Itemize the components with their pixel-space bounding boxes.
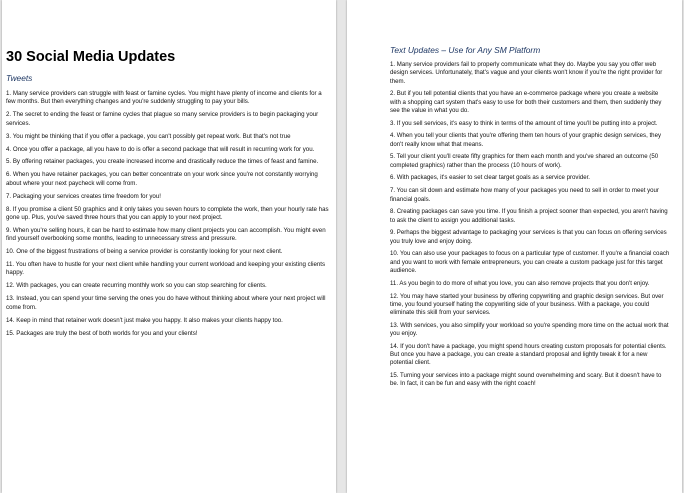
list-item: 13. With services, you also simplify your workload so you're spending more time on the actual work that you enjoy. — [390, 321, 669, 338]
list-item: 10. You can also use your packages to focus on a particular type of customer. If you're a financial coach and you want to work with female entrepreneurs, you can create a custom package just for this target audience. — [390, 250, 670, 274]
list-item: 9. Perhaps the biggest advantage to packaging your services is that you can focus on offering services you truly love and enjoy doing. — [390, 229, 667, 245]
list-item: 15. Packages are truly the best of both worlds for you and your clients! — [6, 329, 198, 337]
section-heading-tweets: Tweets — [6, 73, 33, 83]
tweets-list — [6, 90, 330, 338]
list-item: 4. When you tell your clients that you're offering them ten hours of your graphic design services, they don't really know what that means. — [390, 132, 662, 148]
list-item: 2. But if you tell potential clients that you have an e-commerce package where you create a website with a shopping cart system that's easy to use for both their customers and them, then suddenly they see the value in what you do. — [390, 90, 662, 114]
list-item: 5. By offering retainer packages, you create increased income and drastically reduce the times of feast and famine. — [6, 158, 319, 166]
list-item: 14. If you don't have a package, you might spend hours creating custom proposals for potential clients. But once you have a package, you can create a standard proposal and lightly tweak it for a new potential client. — [390, 342, 667, 367]
list-item: 6. When you have retainer packages, you can better concentrate on your work since you're not constantly worrying about where your next paycheck will come from. — [6, 171, 318, 187]
document-page-right — [347, 0, 682, 493]
list-item: 8. Creating packages can save you time. If you finish a project sooner than expected, you aren't having to ask the client to assign you additional tasks. — [390, 208, 668, 224]
list-item: 10. One of the biggest frustrations of being a service provider is constantly looking for your next client. — [6, 248, 283, 256]
list-item: 2. The secret to ending the feast or famine cycles that plague so many service providers is to begin packaging your services. — [6, 111, 319, 127]
list-item: 14. Keep in mind that retainer work doesn't just make you happy. It also makes your clients happy too. — [6, 316, 283, 324]
list-item: 7. Packaging your services creates time freedom for you! — [6, 192, 161, 200]
text-updates-list — [390, 61, 670, 389]
list-item: 8. If you promise a client 50 graphics and it only takes you seven hours to complete the work, then your hourly rate has gone up. Plus, you've saved three hours that you can apply to your next project. — [6, 205, 329, 221]
section-heading-text-updates: Text Updates – Use for Any SM Platform — [390, 45, 541, 55]
list-item: 6. With packages, it's easier to set clear target goals as a service provider. — [390, 174, 590, 182]
list-item: 11. You often have to hustle for your next client while handling your current workload and keeping your existing clients happy. — [6, 261, 326, 277]
document-page-left — [2, 0, 336, 493]
list-item: 12. You may have started your business by offering copywriting and graphic design services. But over time, you found yourself hating the copywriting side of your business. With a package, you could eliminate this skill from your services. — [390, 292, 664, 317]
list-item: 15. Turning your services into a package might sound overwhelming and scary. But it doesn't have to be. In fact, it can be fun and easy with the right coach! — [390, 372, 662, 388]
list-item: 1. Many service providers fail to properly communicate what they do. Maybe you say you offer web design services. Unfortunately, that's vague and your clients won't know if you're the right provider for them. — [390, 61, 663, 85]
list-item: 1. Many service providers can struggle with feast or famine cycles. You might have plenty of income and clients for a few months. But then everything changes and you're suddenly struggling to pay your bills. — [6, 90, 322, 106]
list-item: 7. You can sit down and estimate how many of your packages you need to sell in order to meet your financial goals. — [390, 187, 659, 203]
list-item: 5. Tell your client you'll create fifty graphics for them each month and you've shared an outcome (50 completed graphics) rather than the process (10 hours of work). — [390, 153, 659, 169]
list-item: 9. When you're selling hours, it can be hard to estimate how many client projects you can accomplish. You might even find yourself overbooking some months, leading to unnecessary stress and pressure. — [6, 226, 326, 243]
list-item: 3. You might be thinking that if you offer a package, you can't possibly get repeat work. But that's not true — [6, 132, 291, 140]
list-item: 12. With packages, you can create recurring monthly work so you can stop searching for clients. — [6, 282, 267, 290]
list-item: 13. Instead, you can spend your time serving the ones you do have without thinking about where your next project will come from. — [6, 295, 326, 311]
list-item: 3. If you sell services, it's easy to think in terms of the amount of time you'll be putting into a project. — [390, 119, 658, 127]
list-item: 4. Once you offer a package, all you have to do is offer a second package that will result in recurring work for you. — [6, 145, 315, 153]
list-item: 11. As you begin to do more of what you love, you can also remove projects that you don't enjoy. — [390, 279, 650, 287]
document-title: 30 Social Media Updates — [6, 49, 176, 65]
